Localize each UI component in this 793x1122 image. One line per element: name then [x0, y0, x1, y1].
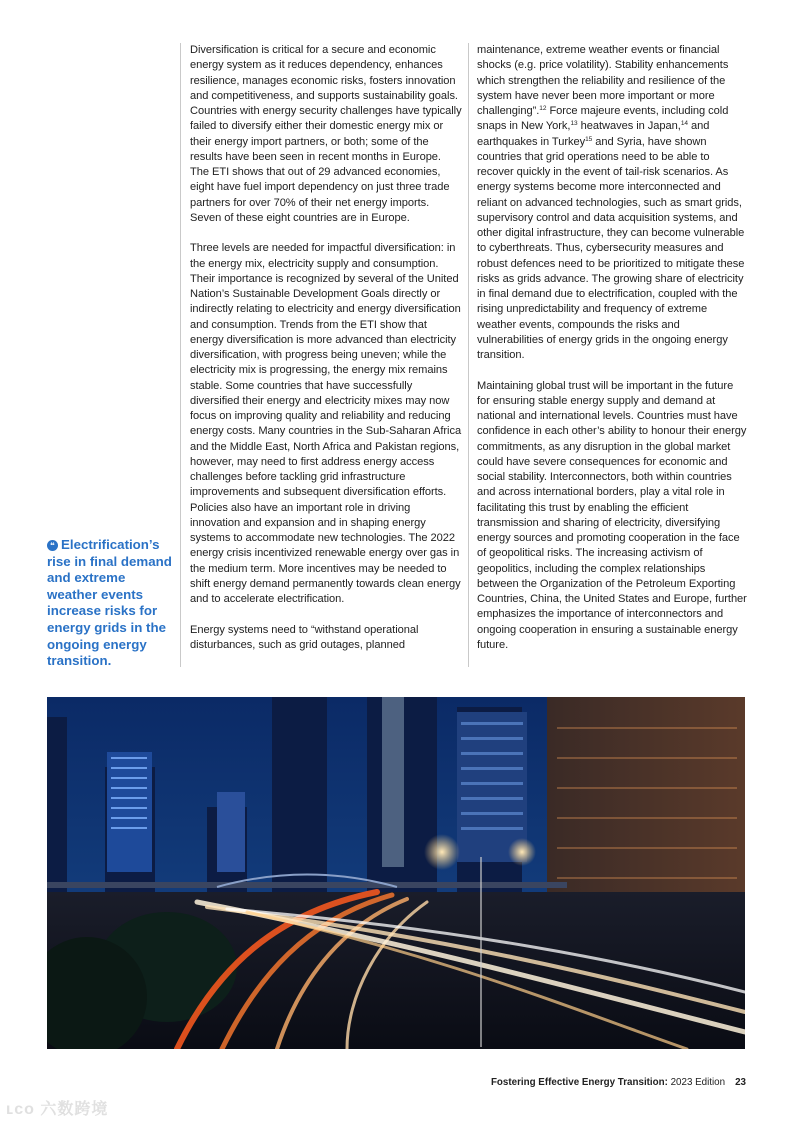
footnote-ref-13[interactable]: 13 — [570, 120, 578, 128]
footnote-ref-15[interactable]: 15 — [585, 135, 593, 143]
watermark: ʟᴄᴏ 六数跨境 — [6, 1101, 109, 1118]
footnote-ref-14[interactable]: 14 — [680, 120, 688, 128]
quote-icon: ❝ — [47, 540, 58, 551]
footer-edition: 2023 Edition — [667, 1077, 726, 1088]
paragraph-energy-systems: Energy systems need to “withstand operational disturbances, such as grid outages, planned — [190, 623, 419, 651]
text-segment: and earthquakes in Turkey — [477, 120, 710, 148]
paragraph-three-levels: Three levels are needed for impactful diversification: in the energy mix, electricity supply and consumption. Their importance is recognized by several of the United Nation’s Sustainable Development Goals directly or indirectly relating to electricity and energy diversification and consumption. Trends from the ETI show that energy diversification is more advanced than electricity diversification, with progress being uneven; while the electricity mix is progressing, the energy mix remains stable. Some countries that have successfully diversified their energy and electricity mixes may now focus on improving quality and reliability and reducing energy costs. Many countries in the Sub-Saharan Africa and the Middle East, North Africa and Pakistan regions, however, may need to first address energy access challenges before tackling grid infrastructure improvements and subsequent diversification efforts. Policies also have an important role in driving innovation and expansion and in shaping energy systems to accommodate new technologies. The 2022 energy crisis incentivized renewable energy over gas in the medium term. More incentives may be needed to shift energy demand permanently towards clean energy and to accelerate electrification. — [190, 242, 462, 605]
text-column-middle — [190, 43, 462, 653]
footer-report-title: Fostering Effective Energy Transition: — [490, 1077, 668, 1088]
city-night-illustration — [47, 697, 745, 1049]
paragraph-global-trust: Maintaining global trust will be important in the future for ensuring stable energy supply and demand at national and international levels. Countries must have confidence in each other’s ability to honour their energy commitments, as any disruption in the global market could have severe consequences for economic and social stability. Interconnectors, both within countries and across international borders, play a vital role in facilitating this trust by enabling the efficient transmission and sharing of electricity, diversifying energy sources and promoting cooperation in the face of geopolitical risks. The increasing activism of geopolitics, including the complex relationships between the Organization of the Petroleum Exporting Countries, China, the United States and Europe, further emphasizes the importance of interconnectors and ongoing cooperation in ensuring a sustainable energy future. — [477, 379, 747, 651]
paragraph-diversification: Diversification is critical for a secure and economic energy system as it reduces dependency, enhances resilience, manages economic risks, fosters innovation and competitiveness, and supports sustainability goals. Countries with energy security challenges have typically failed to diversify either their domestic energy mix or their energy import partners, or both; some of the results have been seen in recent months in Europe. The ETI shows that out of 29 advanced economies, eight have fuel import dependency on just three trade partners for over 70% of their net energy imports. Seven of these eight countries are in Europe. — [190, 44, 462, 224]
city-night-photo — [47, 697, 745, 1049]
text-column-right — [477, 43, 749, 653]
divider-left — [180, 43, 181, 667]
footnote-ref-12[interactable]: 12 — [539, 105, 547, 112]
page-footer — [491, 1077, 746, 1088]
pull-quote-text: Electrification’s rise in final demand and extreme weather events increase risks for energy grids in the ongoing energy transition. — [47, 537, 172, 669]
text-segment: maintenance, extreme weather events or financial shocks (e.g. price volatility). Stability enhancements which strengthen the reliability and resilience of the system have never been more important or more challenging”. — [477, 44, 729, 117]
divider-right — [468, 43, 469, 667]
text-segment: heatwaves in Japan, — [577, 120, 681, 133]
paragraph-stability — [477, 43, 749, 363]
text-segment: Force majeure events, including cold snaps in New York, — [477, 105, 729, 133]
pull-quote — [47, 537, 175, 670]
text-segment: and Syria, have shown countries that grid operations need to be able to recover quickly in the event of tail-risk scenarios. As energy systems become more interconnected and reliant on advanced technologies, such as smart grids, supervisory control and data acquisition systems, and other digital infrastructure, they can become vulnerable to cyberthreats. Thus, cybersecurity measures and robust defences need to be prioritized to mitigate these risks as grids advance. The growing share of electricity in final demand due to electrification, coupled with the rising unpredictability and frequency of extreme weather events, compounds the risks and vulnerabilities of energy grids in the ongoing energy transition. — [477, 135, 745, 361]
page-number: 23 — [735, 1077, 746, 1088]
